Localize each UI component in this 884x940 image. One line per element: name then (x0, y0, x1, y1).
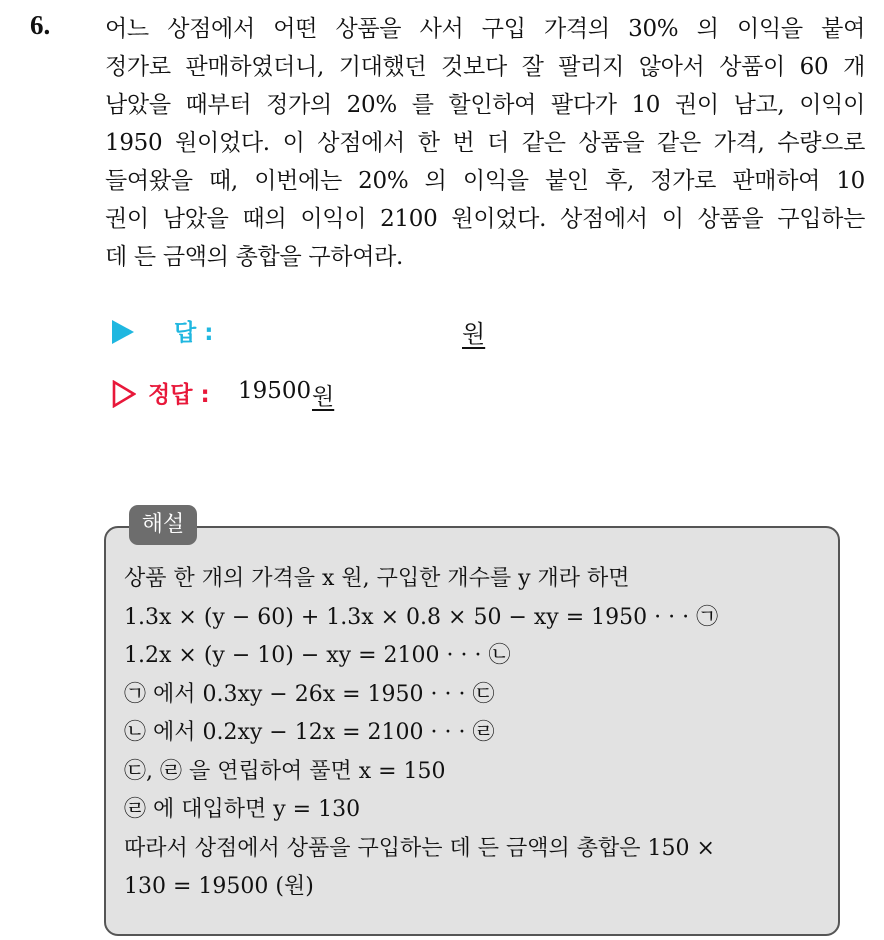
solution-line: ㉢, ㉣ 을 연립하여 풀면 x = 150 (124, 758, 446, 784)
problem-line: 어느 상점에서 어떤 상품을 사서 구입 가격의 30% 의 이익을 붙여 (105, 16, 865, 42)
problem-text (105, 10, 865, 276)
problem-line: 권이 남았을 때의 이익이 2100 원이었다. 상점에서 이 상품을 구입하는 (105, 206, 865, 232)
solution-line: ㉠ 에서 0.3xy − 26x = 1950 · · · ㉢ (124, 681, 495, 707)
answer-label: 답 : (174, 320, 214, 346)
outline-triangle-icon (112, 380, 136, 408)
problem-line: 1950 원이었다. 이 상점에서 한 번 더 같은 상품을 같은 가격, 수량으로 (105, 130, 865, 156)
problem-line: 들여왔을 때, 이번에는 20% 의 이익을 붙인 후, 정가로 판매하여 10 (105, 168, 865, 194)
question-number: 6. (30, 10, 51, 40)
solution-line: ㉡ 에서 0.2xy − 12x = 2100 · · · ㉣ (124, 720, 495, 745)
problem-line: 남았을 때부터 정가의 20% 를 할인하여 팔다가 10 권이 남고, 이익이 (105, 92, 865, 118)
correct-answer-unit: 원 (312, 384, 335, 410)
answer-unit[interactable]: 원 (462, 320, 486, 348)
solution-line: 130 = 19500 (원) (124, 874, 314, 899)
solution-line: 1.2x × (y − 10) − xy = 2100 · · · ㉡ (124, 643, 511, 668)
solution-line: 1.3x × (y − 60) + 1.3x × 0.8 × 50 − xy = 1950 · · · ㉠ (124, 604, 719, 630)
solution-line: ㉣ 에 대입하면 y = 130 (124, 797, 361, 822)
correct-answer-label: 정답 : (148, 382, 210, 408)
play-triangle-icon (112, 320, 134, 344)
solution-line: 따라서 상점에서 상품을 구입하는 데 든 금액의 총합은 150 × (124, 835, 715, 861)
solution-body (124, 560, 834, 907)
solution-tag: 해설 (129, 505, 197, 545)
correct-answer-row (112, 374, 532, 414)
correct-answer-value: 19500 (238, 378, 312, 404)
problem-line: 정가로 판매하였더니, 기대했던 것보다 잘 팔리지 않아서 상품이 60 개 (105, 54, 865, 80)
answer-row (112, 312, 532, 352)
problem-line: 데 든 금액의 총합을 구하여라. (105, 244, 404, 270)
solution-line: 상품 한 개의 가격을 x 원, 구입한 개수를 y 개라 하면 (124, 566, 630, 591)
